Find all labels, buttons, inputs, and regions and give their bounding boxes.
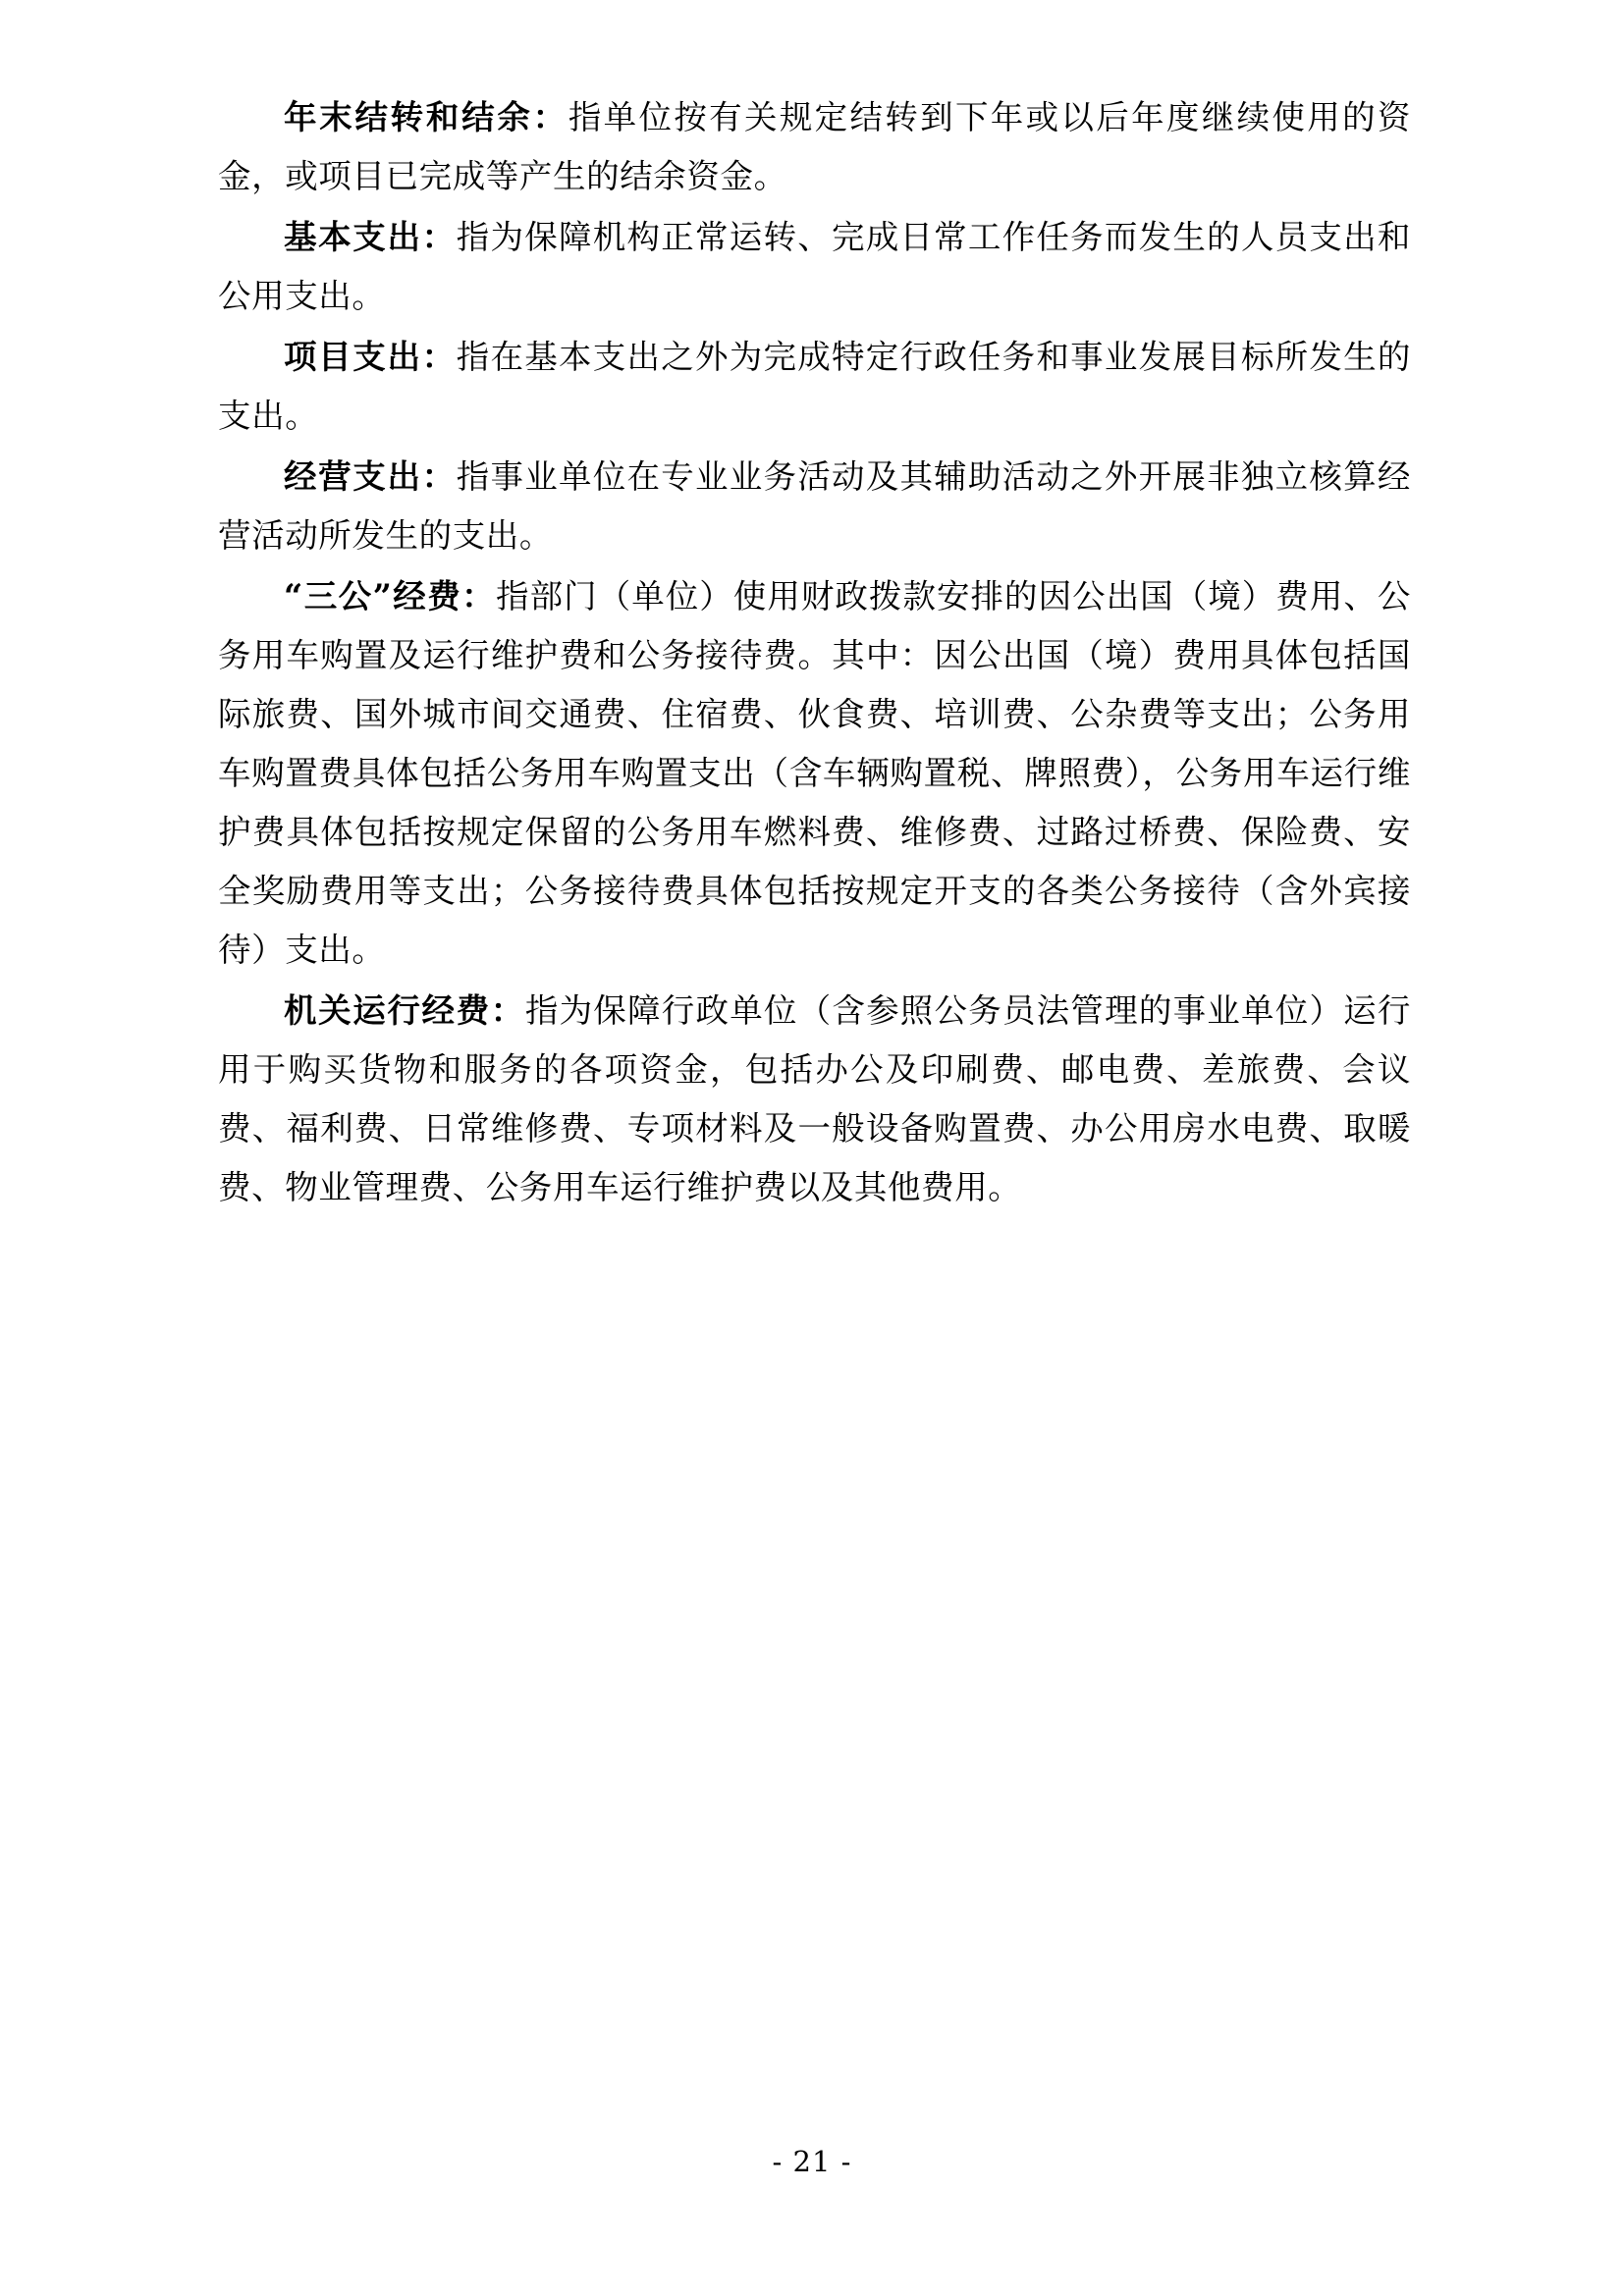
definition-paragraph (218, 567, 1411, 980)
definition-paragraph (218, 88, 1411, 206)
page-number: - 21 - (772, 2145, 852, 2178)
definition-term: 机关运行经费： (284, 991, 525, 1030)
definition-paragraph (218, 208, 1411, 326)
definition-paragraph (218, 328, 1411, 446)
definition-text: 指单位按有关规定结转到下年或以后年度继续使用的资金，或项目已完成等产生的结余资金。 (218, 98, 1412, 195)
definition-term: “三公”经费： (284, 577, 497, 615)
definition-term: 项目支出： (284, 338, 457, 376)
definition-text: 指部门（单位）使用财政拨款安排的因公出国（境）费用、公务用车购置及运行维护费和公务接待费。其中：因公出国（境）费用具体包括国际旅费、国外城市间交通费、住宿费、伙食费、培训费、公杂费等支出；公务用车购置费具体包括公务用车购置支出（含车辆购置税、牌照费），公务用车运行维护费具体包括按规定保留的公务用车燃料费、维修费、过路过桥费、保险费、安全奖励费用等支出；公务接待费具体包括按规定开支的各类公务接待（含外宾接待）支出。 (218, 577, 1411, 969)
definition-text: 指事业单位在专业业务活动及其辅助活动之外开展非独立核算经营活动所发生的支出。 (218, 457, 1411, 555)
document-body (218, 88, 1411, 1217)
definition-text: 指为保障行政单位（含参照公务员法管理的事业单位）运行用于购买货物和服务的各项资金，包括办公及印刷费、邮电费、差旅费、会议费、福利费、日常维修费、专项材料及一般设备购置费、办公用房水电费、取暖费、物业管理费、公务用车运行维护费以及其他费用。 (218, 991, 1411, 1206)
definition-text: 指为保障机构正常运转、完成日常工作任务而发生的人员支出和公用支出。 (218, 218, 1411, 315)
definition-term: 经营支出： (284, 457, 457, 496)
definition-term: 年末结转和结余： (284, 98, 568, 136)
definition-paragraph (218, 982, 1411, 1217)
definition-paragraph (218, 448, 1411, 565)
definition-term: 基本支出： (284, 218, 457, 256)
definition-text: 指在基本支出之外为完成特定行政任务和事业发展目标所发生的支出。 (218, 338, 1411, 435)
